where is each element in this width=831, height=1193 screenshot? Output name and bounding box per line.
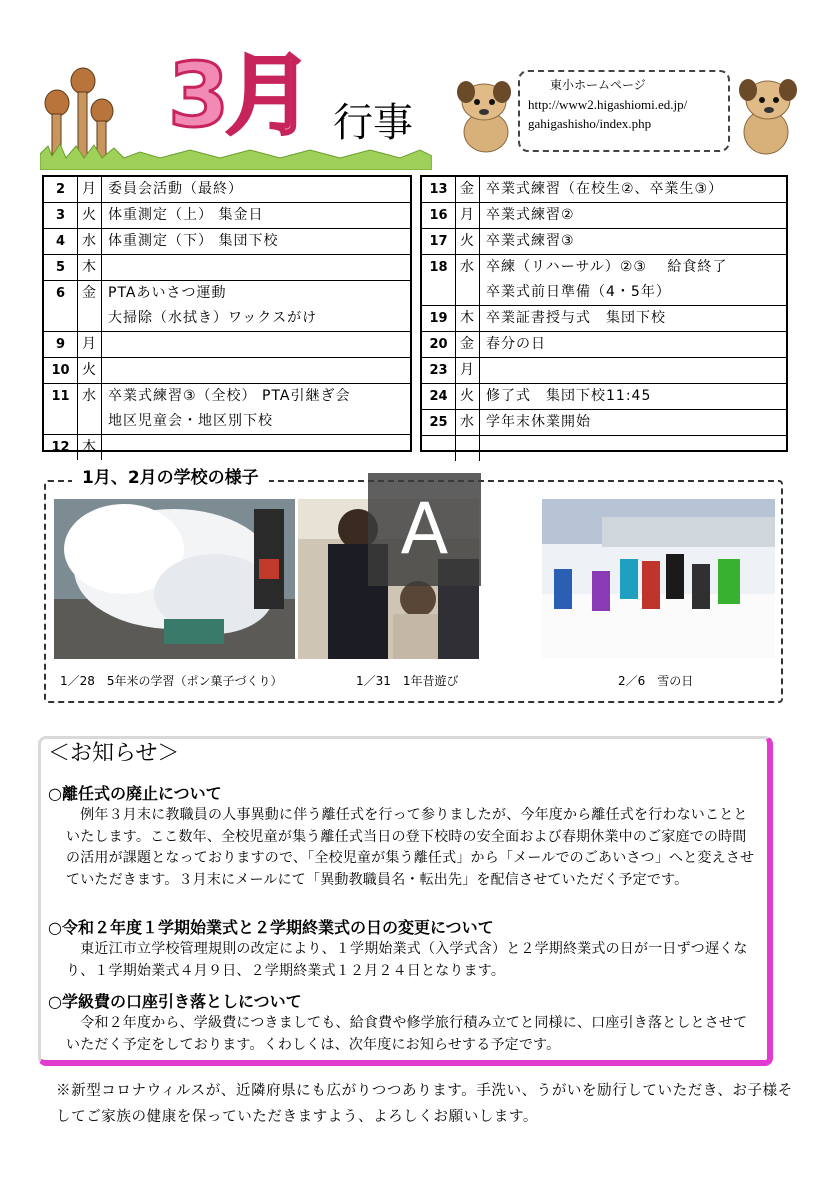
schedule-row: [422, 436, 786, 461]
schedule-events: [480, 203, 786, 228]
schedule-row: [422, 332, 786, 358]
schedule-weekday: 水: [456, 255, 480, 305]
schedule-day: 11: [44, 384, 78, 434]
photo-caption-2: 1／31 1年昔遊び: [356, 674, 459, 688]
schedule-events: [480, 332, 786, 357]
dog-illustration-right: [736, 76, 800, 160]
schedule-row: [422, 255, 786, 306]
schedule-day: 23: [422, 358, 456, 383]
schedule-events: [102, 229, 410, 254]
photo-caption-1: 1／28 5年米の学習（ポン菓子づくり）: [60, 674, 283, 688]
homepage-title: 東小ホームページ: [550, 78, 646, 92]
schedule-events: [480, 229, 786, 254]
schedule-day: 19: [422, 306, 456, 331]
schedule-day: 2: [44, 177, 78, 202]
schedule-row: [44, 203, 410, 229]
notice-body-1: 例年３月末に教職員の人事異動に伴う離任式を行って参りましたが、今年度から離任式を行わないことといたします。ここ数年、全校児童が集う離任式当日の登下校時の安全面および春期休業中のご家庭での時間の活用が課題となっておりますので、「全校児童が集う離任式」から「メールでのごあいさつ」へと変えさせていただきます。３月末にメールにて「異動教職員名・転出先」を配信させていただく予定です。: [66, 807, 755, 888]
schedule-event: 委員会活動（最終）: [108, 181, 243, 197]
schedule-weekday: 木: [78, 255, 102, 280]
schedule-day: 5: [44, 255, 78, 280]
schedule-events: [480, 306, 786, 331]
schedule-weekday: 金: [456, 332, 480, 357]
schedule-weekday: 水: [78, 384, 102, 434]
photo-snow-day: [542, 499, 775, 659]
notice-heading-3: ○学級費の口座引き落としについて: [48, 992, 302, 1011]
schedule-day: 20: [422, 332, 456, 357]
schedule-event: 卒練（リハーサル）②③ 給食終了: [486, 259, 728, 275]
schedule-day: 18: [422, 255, 456, 305]
schedule-weekday: [456, 436, 480, 461]
schedule-event: 学年末休業開始: [486, 414, 591, 430]
schedule-events: [102, 203, 410, 228]
schedule-events: [102, 281, 410, 331]
schedule-weekday: 金: [78, 281, 102, 331]
schedule-day: 4: [44, 229, 78, 254]
notice-title: ＜お知らせ＞: [48, 741, 180, 766]
schedule-row: [422, 306, 786, 332]
schedule-row: [44, 435, 410, 460]
schedule-day: 24: [422, 384, 456, 409]
schedule-events: [102, 255, 410, 280]
schedule-events: [102, 332, 410, 357]
schedule-day: 25: [422, 410, 456, 435]
schedule-event: 体重測定（上） 集金日: [108, 207, 264, 223]
schedule-event: 卒業式練習③（全校） PTA引継ぎ会: [108, 388, 351, 404]
image-label-badge: A: [368, 473, 481, 586]
schedule-event: 卒業式練習③: [486, 233, 575, 249]
schedule-day: 17: [422, 229, 456, 254]
notice-body-2: 東近江市立学校管理規則の改定により、１学期始業式（入学式含）と２学期終業式の日が一日ずつ遅くなり、１学期始業式４月９日、２学期終業式１２月２４日となります。: [66, 941, 748, 979]
schedule-row: [422, 384, 786, 410]
schedule-day: 9: [44, 332, 78, 357]
schedule-event: 卒業式前日準備（4・5年）: [486, 284, 671, 300]
month-title: 3月: [168, 44, 310, 147]
homepage-url-line1[interactable]: http://www2.higashiomi.ed.jp/: [528, 97, 688, 112]
schedule-events: [102, 358, 410, 383]
photo-caption-3: 2／6 雪の日: [618, 674, 694, 688]
schedule-events: [480, 177, 786, 202]
schedule-event: 春分の日: [486, 336, 546, 352]
schedule-day: 10: [44, 358, 78, 383]
schedule-weekday: 水: [456, 410, 480, 435]
homepage-url-line2[interactable]: gahigashisho/index.php: [528, 116, 652, 131]
schedule-row: [422, 229, 786, 255]
schedule-events: [480, 410, 786, 435]
schedule-event: 体重測定（下） 集団下校: [108, 233, 279, 249]
schedule-event: 地区児童会・地区別下校: [108, 413, 273, 429]
schedule-row: [422, 203, 786, 229]
schedule-events: [480, 436, 786, 461]
schedule-row: [422, 358, 786, 384]
schedule-event: 卒業式練習（在校生②、卒業生③）: [486, 181, 724, 197]
schedule-weekday: 火: [456, 384, 480, 409]
notice-heading-2: ○令和２年度１学期始業式と２学期終業式の日の変更について: [48, 918, 494, 937]
schedule-event: [108, 332, 410, 357]
schedule-day: 16: [422, 203, 456, 228]
schedule-row: [422, 177, 786, 203]
photo-pon-gashi: [54, 499, 295, 659]
schedule-weekday: 木: [78, 435, 102, 460]
schedule-day: 13: [422, 177, 456, 202]
schedule-row: [44, 332, 410, 358]
events-title: 行事: [333, 100, 413, 146]
schedule-weekday: 火: [456, 229, 480, 254]
schedule-day: [422, 436, 456, 461]
schedule-event: PTAあいさつ運動: [108, 285, 227, 301]
photos-title: 1月、2月の学校の様子: [72, 466, 269, 490]
notice-heading-1: ○離任式の廃止について: [48, 784, 222, 803]
schedule-weekday: 月: [456, 358, 480, 383]
schedule-event: [108, 255, 410, 280]
schedule-weekday: 月: [456, 203, 480, 228]
schedule-event: 修了式 集団下校11:45: [486, 388, 652, 404]
schedule-weekday: 水: [78, 229, 102, 254]
schedule-row: [44, 177, 410, 203]
schedule-event: [486, 358, 786, 383]
schedule-events: [480, 384, 786, 409]
schedule-row: [422, 410, 786, 436]
schedule-weekday: 金: [456, 177, 480, 202]
schedule-events: [102, 177, 410, 202]
schedule-row: [44, 255, 410, 281]
schedule-row: [44, 358, 410, 384]
schedule-day: 12: [44, 435, 78, 460]
schedule-weekday: 月: [78, 177, 102, 202]
schedule-events: [102, 435, 410, 460]
schedule-weekday: 月: [78, 332, 102, 357]
schedule-table-right: [420, 175, 788, 452]
schedule-event: 大掃除（水拭き）ワックスがけ: [108, 310, 318, 326]
schedule-table-left: [42, 175, 412, 455]
schedule-events: [102, 384, 410, 434]
schedule-events: [480, 358, 786, 383]
schedule-event: 卒業式練習②: [486, 207, 575, 223]
schedule-event: [108, 358, 410, 383]
footer-note: ※新型コロナウィルスが、近隣府県にも広がりつつあります。手洗い、うがいを励行していただき、お子様そしてご家族の健康を保っていただきますよう、よろしくお願いします。: [56, 1083, 793, 1125]
schedule-row: [44, 281, 410, 332]
schedule-event: [108, 435, 410, 460]
schedule-day: 3: [44, 203, 78, 228]
schedule-day: 6: [44, 281, 78, 331]
homepage-box: [518, 70, 730, 152]
schedule-weekday: 木: [456, 306, 480, 331]
schedule-events: [480, 255, 786, 305]
schedule-row: [44, 229, 410, 255]
schedule-weekday: 火: [78, 203, 102, 228]
schedule-row: [44, 384, 410, 435]
schedule-weekday: 火: [78, 358, 102, 383]
dog-illustration-left: [452, 80, 516, 160]
schedule-event: 卒業証書授与式 集団下校: [486, 310, 666, 326]
schedule-event: [486, 436, 786, 461]
notice-body-3: 令和２年度から、学級費につきましても、給食費や修学旅行積み立てと同様に、口座引き落としとさせていただく予定をしております。くわしくは、次年度にお知らせする予定です。: [66, 1015, 748, 1053]
